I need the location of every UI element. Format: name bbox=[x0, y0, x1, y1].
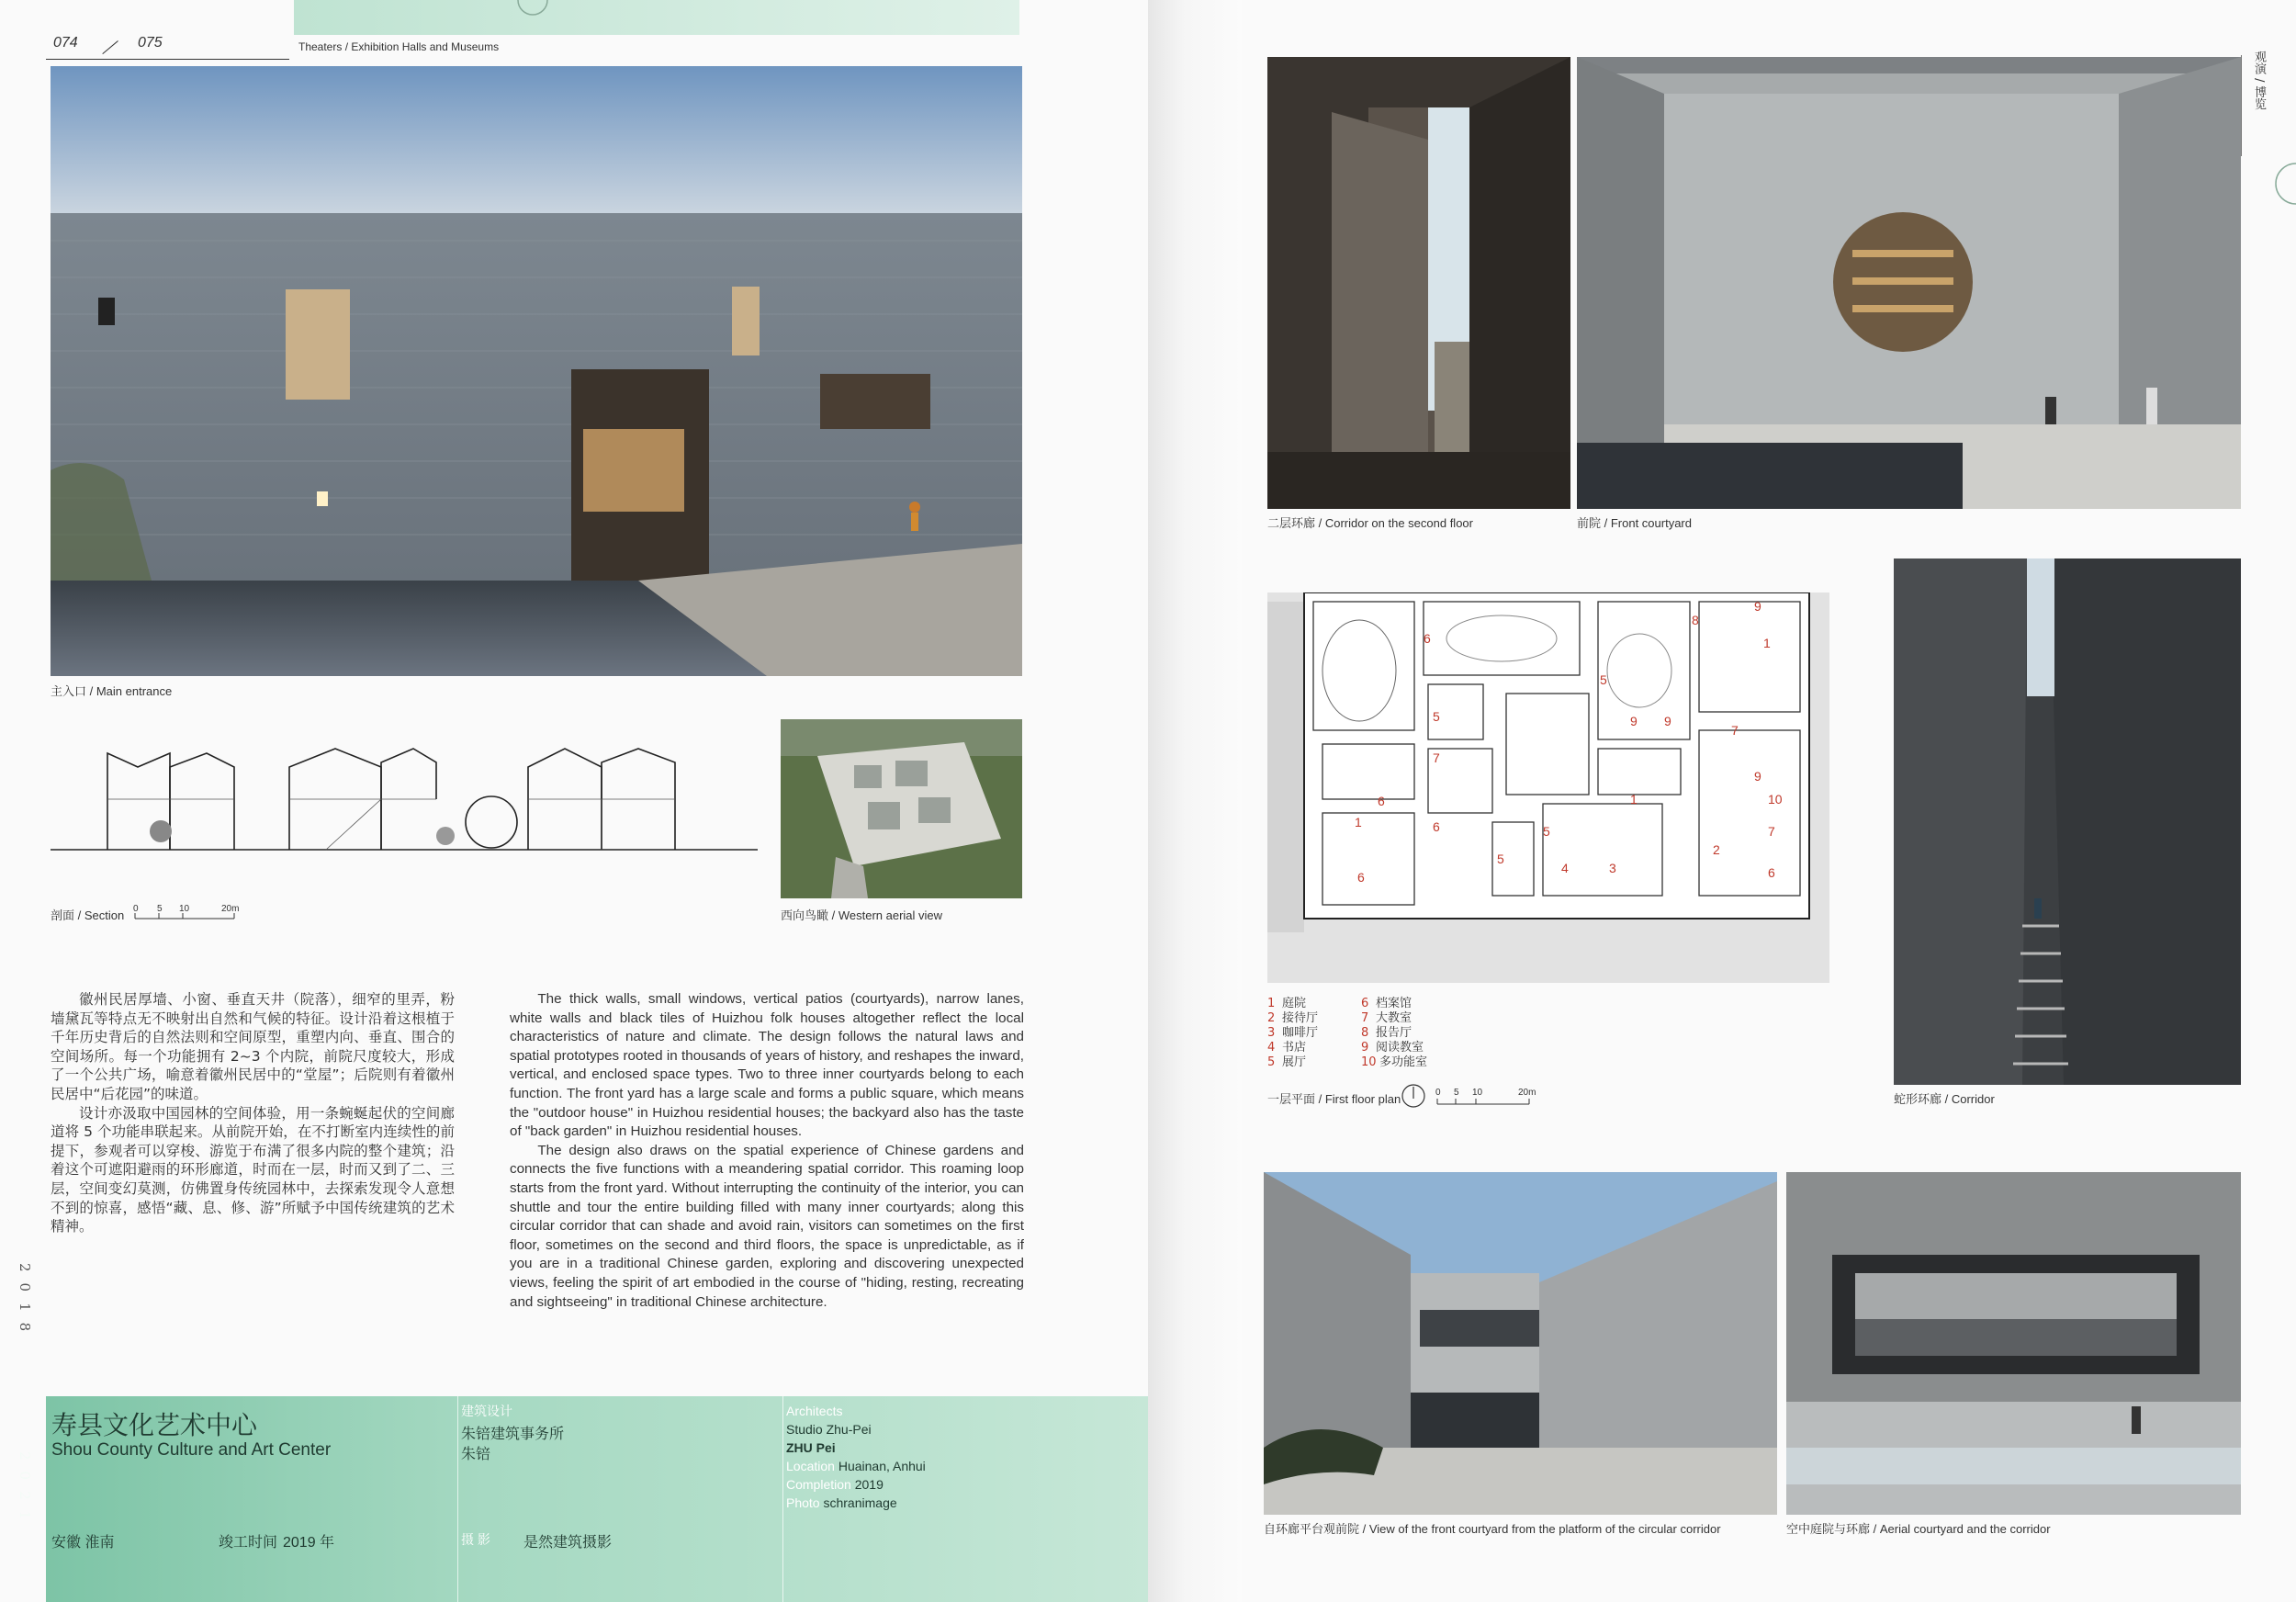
corridor-photo bbox=[1894, 558, 2241, 1085]
plan-room-number: 6 bbox=[1768, 865, 1775, 880]
legend-label: 展厅 bbox=[1282, 1055, 1307, 1069]
view-front-courtyard-photo bbox=[1264, 1172, 1777, 1515]
project-info-footer bbox=[46, 1396, 1148, 1602]
plan-room-number: 6 bbox=[1433, 819, 1440, 834]
photo-value: schranimage bbox=[823, 1495, 897, 1510]
legend-number: 8 bbox=[1361, 1026, 1369, 1040]
architects-firm: Studio Zhu-Pei bbox=[786, 1422, 872, 1437]
completion-label: Completion bbox=[786, 1477, 851, 1492]
completion-value-zh: 2019 年 bbox=[283, 1535, 335, 1551]
corridor-second-floor-photo bbox=[1267, 57, 1570, 509]
completion-label-zh: 竣工时间 bbox=[219, 1535, 278, 1551]
paragraph-zh: 设计亦汲取中国园林的空间体验，用一条蜿蜒起伏的空间廊道将 5 个功能串联起来。从前院开始，在不打断室内连续性的前提下，参观者可以穿梭、游览于布满了很多内院的整个建筑；沿着这个可遮阳避雨的环形廊道，时而在一层，时而又到了二、三层，空间变幻莫测，仿佛置身传统园林中，去探索发现令人意想不到的惊喜，感悟“藏、息、修、游”所赋予中国传统建筑的艺术精神。 bbox=[51, 1104, 455, 1235]
section-scale-label: 5 bbox=[157, 904, 163, 914]
legend-number: 3 bbox=[1267, 1026, 1276, 1040]
footer-divider bbox=[782, 1396, 784, 1602]
section-header: Theaters / Exhibition Halls and Museums bbox=[298, 40, 500, 53]
caption-floor-plan: 一层平面 / First floor plan bbox=[1267, 1092, 1401, 1106]
plan-scale-bar bbox=[1401, 1082, 1557, 1110]
front-courtyard-photo bbox=[1577, 57, 2241, 509]
plan-room-number: 9 bbox=[1754, 599, 1761, 614]
legend-label: 报告厅 bbox=[1376, 1026, 1412, 1040]
architects-label: Architects bbox=[786, 1404, 843, 1418]
caption-view-front: 自环廊平台观前院 / View of the front courtyard from the platform of the circular corridor bbox=[1264, 1522, 1721, 1536]
side-tab: 观演 / 博览 bbox=[2252, 51, 2266, 110]
page-number-slash bbox=[89, 25, 118, 54]
project-title-zh: 寿县文化艺术中心 bbox=[51, 1410, 258, 1440]
body-text-zh bbox=[51, 990, 455, 1236]
plan-room-number: 1 bbox=[1630, 792, 1638, 807]
paragraph-en: The thick walls, small windows, vertical patios (courtyards), narrow lanes, white walls and black tiles of Huizhou folk houses altogether reflect the local characteristics of nature and climate. The design follows the natural laws and spatial prototypes rooted in thousands of years of history, and reshapes the inward, vertical, and enclosed space types. Two to three inner courtyards belong to each function. The front yard has a large scale and forms a public square, which means the "outdoor house" in Huizhou residential houses; the backyard also has the taste of "back garden" in Huizhou residential houses. bbox=[510, 991, 1024, 1140]
page-number-right: 075 bbox=[138, 35, 163, 51]
legend-number: 6 bbox=[1361, 997, 1369, 1010]
section-scale-label: 10 bbox=[179, 904, 190, 914]
plan-room-number: 7 bbox=[1768, 824, 1775, 839]
side-tab-rule bbox=[2241, 55, 2242, 156]
location-label: Location bbox=[786, 1459, 835, 1473]
paragraph-zh: 徽州民居厚墙、小窗、垂直天井（院落），细窄的里弄，粉墙黛瓦等特点无不映射出自然和气候的特征。设计沿着这根植于千年历史背后的自然法则和空间原型，重塑内向、垂直、围合的空间场所。每一个功能拥有 2~3 个内院，前院尺度较大，形成了一个公共广场，喻意着徽州民居中的“堂屋”；后院则有着徽州民居中“后花园”的味道。 bbox=[51, 991, 455, 1102]
legend-number: 9 bbox=[1361, 1041, 1369, 1055]
plan-room-number: 2 bbox=[1713, 842, 1720, 857]
architect-firm-zh: 朱锫建筑事务所 bbox=[461, 1427, 565, 1442]
plan-room-number: 1 bbox=[1763, 636, 1771, 650]
legend-label: 庭院 bbox=[1282, 997, 1307, 1010]
footer-divider bbox=[457, 1396, 459, 1602]
plan-room-number: 9 bbox=[1664, 714, 1671, 728]
plan-room-number: 1 bbox=[1355, 815, 1362, 829]
legend-number: 1 bbox=[1267, 997, 1276, 1010]
plan-scale-label: 20m bbox=[1518, 1088, 1536, 1098]
aerial-courtyard-photo bbox=[1786, 1172, 2241, 1515]
location-value: Huainan, Anhui bbox=[838, 1459, 926, 1473]
project-data-en bbox=[786, 1402, 926, 1512]
page-number-left: 074 bbox=[53, 35, 78, 51]
plan-room-number: 6 bbox=[1378, 794, 1385, 808]
legend-label: 咖啡厅 bbox=[1282, 1026, 1319, 1040]
legend-number: 7 bbox=[1361, 1011, 1369, 1025]
plan-room-number: 7 bbox=[1433, 750, 1440, 765]
plan-room-number: 5 bbox=[1497, 852, 1504, 866]
project-location-zh: 安徽 淮南 bbox=[51, 1535, 115, 1551]
side-ornament bbox=[2259, 156, 2296, 211]
caption-section: 剖面 / Section bbox=[51, 908, 125, 922]
plan-scale-label: 10 bbox=[1472, 1088, 1483, 1098]
year-bottom: 2021 bbox=[17, 1451, 33, 1531]
plan-room-number: 6 bbox=[1357, 870, 1365, 885]
completion-value: 2019 bbox=[854, 1477, 884, 1492]
photo-value-zh: 是然建筑摄影 bbox=[523, 1535, 613, 1551]
legend-label: 接待厅 bbox=[1282, 1011, 1319, 1025]
main-entrance-photo bbox=[51, 66, 1022, 676]
legend-number: 5 bbox=[1267, 1055, 1276, 1069]
plan-room-number: 9 bbox=[1754, 769, 1761, 784]
plan-room-number: 10 bbox=[1768, 792, 1783, 807]
legend-label: 阅读教室 bbox=[1376, 1041, 1424, 1055]
caption-aerial: 西向鸟瞰 / Western aerial view bbox=[781, 908, 943, 922]
floor-plan-drawing bbox=[1267, 592, 1829, 983]
legend-number: 2 bbox=[1267, 1011, 1276, 1025]
header-ornament bbox=[496, 0, 569, 18]
legend-label: 大教室 bbox=[1376, 1011, 1412, 1025]
plan-room-number: 5 bbox=[1433, 709, 1440, 724]
caption-corridor: 蛇形环廊 / Corridor bbox=[1894, 1092, 1995, 1106]
plan-scale-label: 0 bbox=[1435, 1088, 1441, 1098]
plan-room-number: 8 bbox=[1692, 613, 1699, 627]
plan-room-number: 4 bbox=[1561, 861, 1569, 875]
paragraph-en: The design also draws on the spatial experience of Chinese gardens and connects the five functions with a meandering spatial corridor. This roaming loop starts from the front yard. Without interrupting the continuity of the interior, you can shuttle and tour the entire building filled with many inner courtyards; along this circular corridor that can shade and avoid rain, visitors can sometimes on the first floor, sometimes on the second and third floors, the space is unpredictable, as if you are in a traditional Chinese garden, exploring and discovering unexpected views, feeling the spirit of art embodied in the course of "hiding, resting, recreating and sightseeing" in traditional Chinese architecture. bbox=[510, 1142, 1024, 1310]
architect-label-zh: 建筑设计 bbox=[461, 1404, 512, 1418]
legend-label: 书店 bbox=[1282, 1041, 1307, 1055]
page-gutter bbox=[1148, 0, 1242, 1602]
body-text-en bbox=[510, 990, 1024, 1312]
year-top: 2018 bbox=[17, 1263, 33, 1343]
header-rule bbox=[46, 59, 289, 60]
plan-room-number: 5 bbox=[1543, 824, 1550, 839]
plan-scale-label: 5 bbox=[1454, 1088, 1459, 1098]
project-title-en: Shou County Culture and Art Center bbox=[51, 1440, 332, 1460]
caption-main-entrance: 主入口 / Main entrance bbox=[51, 684, 173, 698]
caption-front-courtyard: 前院 / Front courtyard bbox=[1577, 516, 1692, 530]
architect-name-zh: 朱锫 bbox=[461, 1447, 491, 1462]
legend-number: 10 bbox=[1361, 1055, 1377, 1069]
plan-room-number: 3 bbox=[1609, 861, 1616, 875]
section-scale-label: 0 bbox=[133, 904, 139, 914]
header-bar bbox=[294, 0, 1019, 35]
plan-room-number: 9 bbox=[1630, 714, 1638, 728]
photo-label-zh: 摄 影 bbox=[461, 1532, 490, 1547]
section-drawing bbox=[51, 744, 758, 891]
legend-label: 档案馆 bbox=[1376, 997, 1412, 1010]
legend-number: 4 bbox=[1267, 1041, 1276, 1055]
western-aerial-photo bbox=[781, 719, 1022, 898]
plan-room-number: 7 bbox=[1731, 723, 1739, 738]
caption-aerial-courtyard: 空中庭院与环廊 / Aerial courtyard and the corridor bbox=[1786, 1522, 2051, 1536]
section-scale-label: 20m bbox=[221, 904, 240, 914]
caption-corridor-second: 二层环廊 / Corridor on the second floor bbox=[1267, 516, 1473, 530]
section-scale-bar bbox=[133, 902, 243, 922]
plan-room-number: 5 bbox=[1600, 672, 1607, 687]
photo-label: Photo bbox=[786, 1495, 820, 1510]
plan-room-number: 6 bbox=[1424, 631, 1431, 646]
legend-label: 多功能室 bbox=[1379, 1055, 1428, 1069]
architects-name: ZHU Pei bbox=[786, 1440, 836, 1455]
